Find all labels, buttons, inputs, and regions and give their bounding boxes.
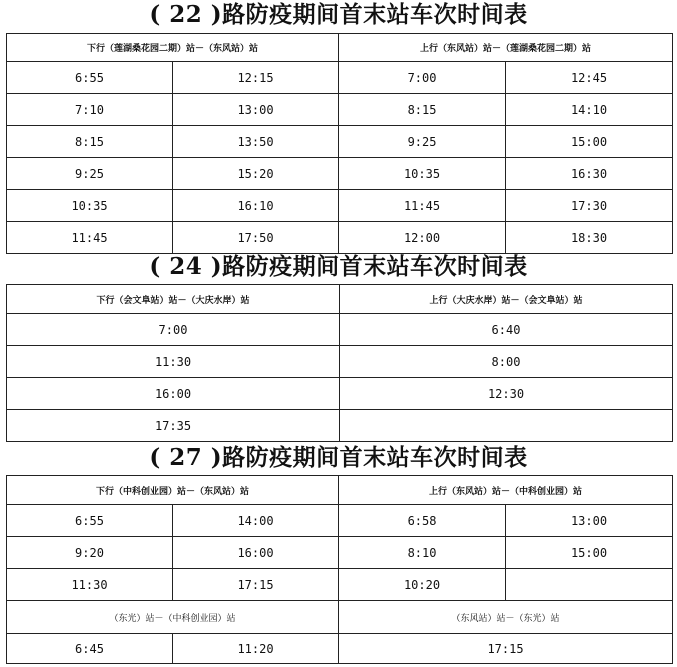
time-cell: 12:30: [340, 378, 673, 410]
sub-up-direction-header: （东风站）站－（东光）站: [339, 601, 673, 634]
time-cell: 13:50: [173, 126, 339, 158]
time-cell: 8:15: [339, 94, 506, 126]
down-direction-header: 下行（会文阜站）站－（大庆水岸）站: [7, 285, 340, 314]
up-direction-header: 上行（东风站）站－（莲湖桑花园二期）站: [339, 34, 673, 62]
time-cell: 7:00: [339, 62, 506, 94]
route-27-title: ( 27 )路防疫期间首末站车次时间表: [149, 444, 528, 471]
time-cell: 7:00: [7, 314, 340, 346]
time-cell: 8:00: [340, 346, 673, 378]
time-cell: 17:50: [173, 222, 339, 254]
time-cell: 17:30: [506, 190, 673, 222]
route-22-title: ( 22 )路防疫期间首末站车次时间表: [149, 1, 528, 28]
time-cell: 16:30: [506, 158, 673, 190]
time-cell: 15:20: [173, 158, 339, 190]
table-row: [7, 314, 673, 346]
table-row: [7, 158, 673, 190]
time-cell: 14:00: [173, 505, 339, 537]
time-cell: 9:25: [7, 158, 173, 190]
table-row: [7, 190, 673, 222]
time-cell: 12:45: [506, 62, 673, 94]
sub-down-direction-header: （东光）站－（中科创业园）站: [7, 601, 339, 634]
time-cell: 16:10: [173, 190, 339, 222]
up-direction-header: 上行（东风站）站－（中科创业园）站: [339, 476, 673, 505]
time-cell: 6:55: [7, 62, 173, 94]
time-cell: 9:25: [339, 126, 506, 158]
time-cell: 13:00: [506, 505, 673, 537]
time-cell: 11:45: [7, 222, 173, 254]
time-cell: 6:40: [340, 314, 673, 346]
time-cell: 12:00: [339, 222, 506, 254]
time-cell: [506, 569, 673, 601]
time-cell: 14:10: [506, 94, 673, 126]
time-cell: 16:00: [7, 378, 340, 410]
time-cell: 6:45: [7, 634, 173, 664]
table-row: [7, 410, 673, 442]
down-direction-header: 下行（莲湖桑花园二期）站－（东风站）站: [7, 34, 339, 62]
table-row: [7, 569, 673, 601]
time-cell: 8:15: [7, 126, 173, 158]
route-22-table: [6, 33, 673, 254]
route-27-table: [6, 475, 673, 664]
time-cell: 17:35: [7, 410, 340, 442]
time-cell: 15:00: [506, 537, 673, 569]
time-cell: 7:10: [7, 94, 173, 126]
up-direction-header: 上行（大庆水岸）站－（会文阜站）站: [340, 285, 673, 314]
time-cell: 6:58: [339, 505, 506, 537]
time-cell: [340, 410, 673, 442]
time-cell: 8:10: [339, 537, 506, 569]
table-header-row: [7, 285, 673, 314]
table-row: [7, 537, 673, 569]
sub-route-header-row: [7, 601, 673, 634]
time-cell: 12:15: [173, 62, 339, 94]
time-cell: 11:30: [7, 346, 340, 378]
route-24-title: ( 24 )路防疫期间首末站车次时间表: [149, 253, 528, 280]
time-cell: 10:35: [339, 158, 506, 190]
time-cell: 16:00: [173, 537, 339, 569]
table-row: [7, 346, 673, 378]
time-cell: 17:15: [173, 569, 339, 601]
table-header-row: [7, 34, 673, 62]
table-row: [7, 634, 673, 664]
table-row: [7, 62, 673, 94]
down-direction-header: 下行（中科创业园）站－（东风站）站: [7, 476, 339, 505]
table-row: [7, 505, 673, 537]
time-cell: 13:00: [173, 94, 339, 126]
route-24-table: [6, 284, 673, 442]
time-cell: 18:30: [506, 222, 673, 254]
table-row: [7, 94, 673, 126]
time-cell: 11:30: [7, 569, 173, 601]
time-cell: 10:20: [339, 569, 506, 601]
table-row: [7, 378, 673, 410]
time-cell: 6:55: [7, 505, 173, 537]
table-header-row: [7, 476, 673, 505]
time-cell: 10:35: [7, 190, 173, 222]
time-cell: 15:00: [506, 126, 673, 158]
time-cell: 11:20: [173, 634, 339, 664]
time-cell: 9:20: [7, 537, 173, 569]
time-cell: 11:45: [339, 190, 506, 222]
table-row: [7, 126, 673, 158]
table-row: [7, 222, 673, 254]
time-cell: 17:15: [339, 634, 673, 664]
